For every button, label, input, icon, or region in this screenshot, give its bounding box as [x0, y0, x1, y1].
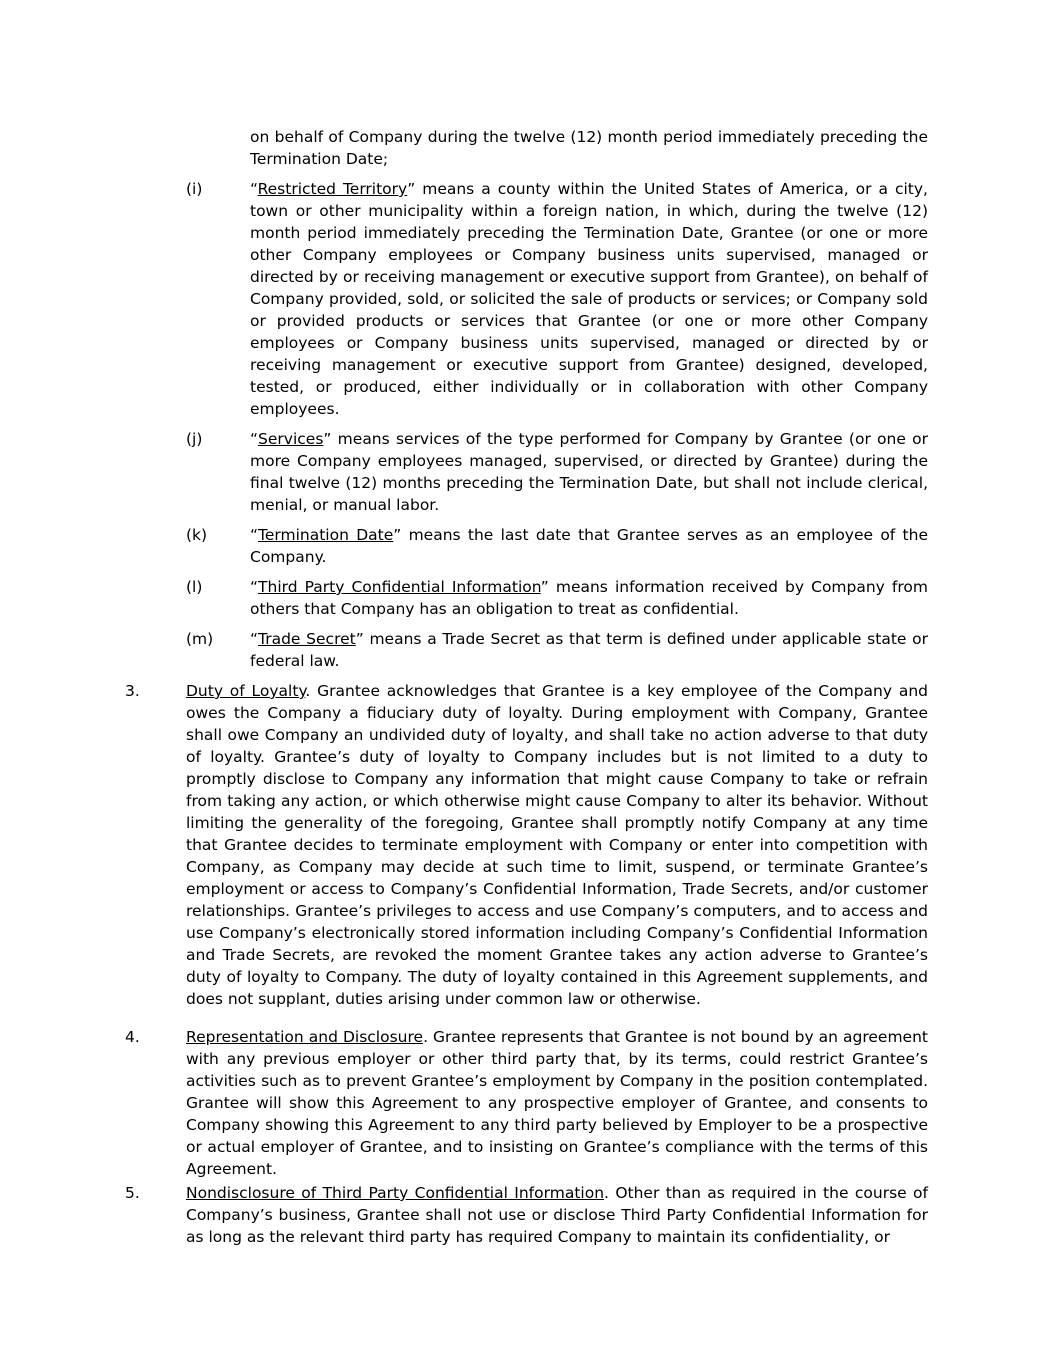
section-number: 3. [125, 682, 140, 700]
definition-item-l [186, 576, 928, 620]
continuation-paragraph-text: on behalf of Company during the twelve (12) month period immediately preceding the Termination Date; [250, 128, 928, 168]
open-quote: “ [250, 430, 259, 448]
section-body [186, 680, 928, 1010]
section-heading: Representation and Disclosure [186, 1028, 424, 1046]
continuation-paragraph [250, 126, 928, 170]
section-body [186, 1026, 928, 1180]
definition-item-j [186, 428, 928, 516]
open-quote: “ [250, 578, 259, 596]
section-representation-and-disclosure [125, 1026, 928, 1180]
definition-body [250, 576, 928, 620]
section-number: 5. [125, 1184, 140, 1202]
section-text: . Other than as required in the course of Company’s business, Grantee shall not use or disclose Third Party Confidential Information for as long as the relevant third party has required Company to maintain its confidentiality, or [186, 1184, 928, 1246]
section-heading: Duty of Loyalty [186, 682, 306, 700]
section-text: . Grantee represents that Grantee is not bound by an agreement with any previous employer or other third party that, by its terms, could restrict Grantee’s activities such as to prevent Grantee’s employment by Company in the position contemplated. Grantee will show this Agreement to any prospective employer of Grantee, and consents to Company showing this Agreement to any third party believed by Employer to be a prospective or actual employer of Grantee, and to insisting on Grantee’s compliance with the terms of this Agreement. [186, 1028, 928, 1178]
defined-term: Restricted Territory [257, 180, 408, 198]
section-nondisclosure-third-party [125, 1182, 928, 1248]
definition-body [250, 628, 928, 672]
open-quote: “ [250, 630, 259, 648]
section-heading: Nondisclosure of Third Party Confidential Information [186, 1184, 605, 1202]
definition-body [250, 428, 928, 516]
open-quote: “ [250, 180, 258, 198]
section-duty-of-loyalty [125, 680, 928, 1010]
definition-marker: (k) [186, 526, 208, 544]
definition-marker: (l) [186, 578, 203, 596]
definition-text: ” means services of the type performed for Company by Grantee (or one or more Company employees managed, supervised, or directed by Grantee) during the final twelve (12) months preceding the Termination Date, but shall not include clerical, menial, or manual labor. [250, 430, 928, 514]
definition-text: ” means a Trade Secret as that term is defined under applicable state or federal law. [250, 630, 928, 670]
definition-body [250, 524, 928, 568]
open-quote: “ [250, 526, 259, 544]
definition-text: ” means the last date that Grantee serves as an employee of the Company. [250, 526, 928, 566]
defined-term: Third Party Confidential Information [258, 578, 541, 596]
definition-item-k [186, 524, 928, 568]
defined-term: Services [258, 430, 324, 448]
section-number: 4. [125, 1028, 140, 1046]
definition-marker: (j) [186, 430, 203, 448]
definition-item-m [186, 628, 928, 672]
definition-item-i [186, 178, 928, 420]
definition-text: ” means information received by Company from others that Company has an obligation to treat as confidential. [250, 578, 929, 618]
definition-body [250, 178, 928, 420]
section-text: . Grantee acknowledges that Grantee is a key employee of the Company and owes the Company a fiduciary duty of loyalty. During employment with Company, Grantee shall owe Company an undivided duty of loyalty, and shall take no action adverse to that duty of loyalty. Grantee’s duty of loyalty to Company includes but is not limited to a duty to promptly disclose to Company any information that might cause Company to take or refrain from taking any action, or which otherwise might cause Company to alter its behavior. Without limiting the generality of the foregoing, Grantee shall promptly notify Company at any time that Grantee decides to terminate employment with Company or enter into competition with Company, as Company may decide at such time to limit, suspend, or terminate Grantee’s employment or access to Company’s Confidential Information, Trade Secrets, and/or customer relationships. Grantee’s privileges to access and use Company’s computers, and to access and use Company’s electronically stored information including Company’s Confidential Information and Trade Secrets, are revoked the moment Grantee takes any action adverse to Grantee’s duty of loyalty to Company. The duty of loyalty contained in this Agreement supplements, and does not supplant, duties arising under common law or otherwise. [186, 682, 928, 1008]
defined-term: Termination Date [258, 526, 394, 544]
defined-term: Trade Secret [258, 630, 356, 648]
section-body [186, 1182, 928, 1248]
definition-marker: (m) [186, 630, 214, 648]
definition-text: ” means a county within the United States of America, or a city, town or other municipality within a foreign nation, in which, during the twelve (12) month period immediately preceding the Termination Date, Grantee (or one or more other Company employees or Company business units supervised, managed or directed by or receiving management or executive support from Grantee), on behalf of Company provided, sold, or solicited the sale of products or services; or Company sold or provided products or services that Grantee (or one or more other Company employees or Company business units supervised, managed or directed by or receiving management or executive support from Grantee) designed, developed, tested, or produced, either individually or in collaboration with other Company employees. [250, 180, 928, 418]
definition-marker: (i) [186, 180, 203, 198]
numbered-sections [125, 680, 928, 1248]
